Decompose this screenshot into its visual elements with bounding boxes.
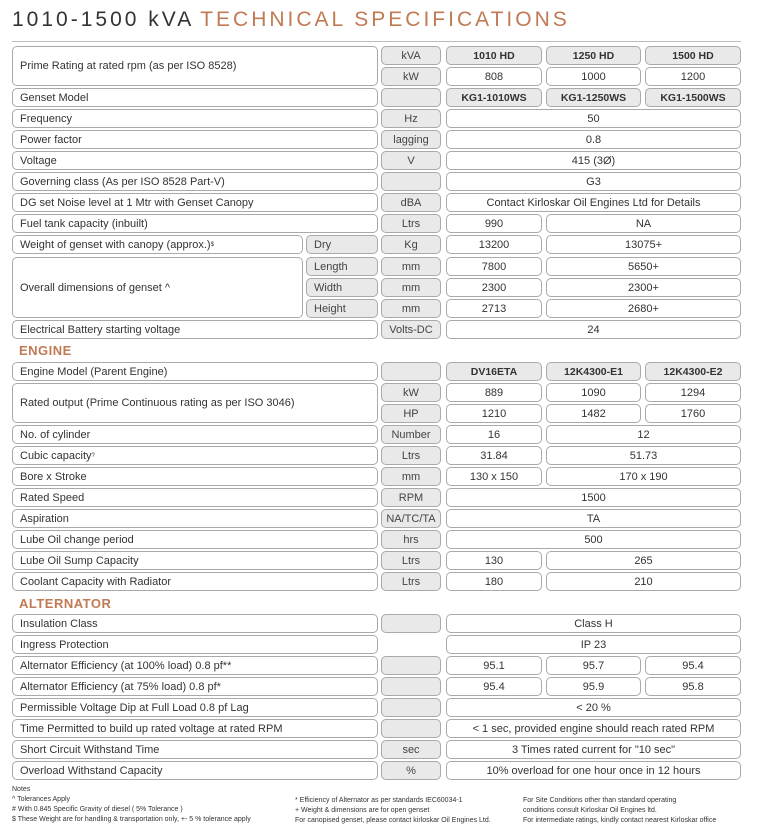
- overload-value: 10% overload for one hour once in 12 hours: [446, 761, 741, 780]
- insulation-label: Insulation Class: [12, 614, 378, 633]
- coolant-value-others: 210: [546, 572, 741, 591]
- coolant-unit: Ltrs: [381, 572, 441, 591]
- rated-hp-2: 1482: [546, 404, 641, 423]
- frequency-label: Frequency: [12, 109, 378, 128]
- dim-length-unit: mm: [381, 257, 441, 276]
- noise-label: DG set Noise level at 1 Mtr with Genset Canopy: [12, 193, 378, 212]
- dim-width-unit: mm: [381, 278, 441, 297]
- dim-height-unit: mm: [381, 299, 441, 318]
- engine-model-1: DV16ETA: [446, 362, 542, 381]
- lube-change-value: 500: [446, 530, 741, 549]
- frequency-value: 50: [446, 109, 741, 128]
- bore-unit: mm: [381, 467, 441, 486]
- frequency-unit: Hz: [381, 109, 441, 128]
- notes-left: [12, 785, 251, 825]
- cylinder-value-others: 12: [546, 425, 741, 444]
- dim-height-sub: Height: [306, 299, 378, 318]
- cubic-value-others: 51.73: [546, 446, 741, 465]
- speed-value: 1500: [446, 488, 741, 507]
- overload-unit: %: [381, 761, 441, 780]
- noise-unit: dBA: [381, 193, 441, 212]
- notes-heading: Notes: [12, 786, 31, 793]
- engine-model-3: 12K4300-E2: [645, 362, 741, 381]
- notes-right: [523, 796, 716, 826]
- dip-value: < 20 %: [446, 698, 741, 717]
- cylinder-label: No. of cylinder: [12, 425, 378, 444]
- alternator-heading: ALTERNATOR: [19, 596, 112, 611]
- aspiration-unit: NA/TC/TA: [381, 509, 441, 528]
- aspiration-value: TA: [446, 509, 741, 528]
- short-circuit-label: Short Circuit Withstand Time: [12, 740, 378, 759]
- eff75-3: 95.8: [645, 677, 741, 696]
- fuel-value-1010: 990: [446, 214, 542, 233]
- unit-kw: kW: [381, 67, 441, 86]
- kw-1500: 1200: [645, 67, 741, 86]
- rated-hp-unit: HP: [381, 404, 441, 423]
- fuel-unit: Ltrs: [381, 214, 441, 233]
- genset-model-2: KG1-1250WS: [546, 88, 641, 107]
- power-factor-value: 0.8: [446, 130, 741, 149]
- ingress-label: Ingress Protection: [12, 635, 378, 654]
- short-circuit-unit: sec: [381, 740, 441, 759]
- weight-value-1010: 13200: [446, 235, 542, 254]
- kw-1250: 1000: [546, 67, 641, 86]
- power-factor-unit: lagging: [381, 130, 441, 149]
- bore-label: Bore x Stroke: [12, 467, 378, 486]
- lube-change-label: Lube Oil change period: [12, 530, 378, 549]
- time-label: Time Permitted to build up rated voltage at rated RPM: [12, 719, 378, 738]
- insulation-unit: [381, 614, 441, 633]
- note-left-3: $ These Weight are for handling & transportation only, +- 5 % tolerance apply: [12, 816, 251, 823]
- eff100-label: Alternator Efficiency (at 100% load) 0.8 pf**: [12, 656, 378, 675]
- model-1250: 1250 HD: [546, 46, 641, 65]
- engine-heading: ENGINE: [19, 343, 72, 358]
- dim-length-1010: 7800: [446, 257, 542, 276]
- genset-model-3: KG1-1500WS: [645, 88, 741, 107]
- model-1500: 1500 HD: [645, 46, 741, 65]
- voltage-label: Voltage: [12, 151, 378, 170]
- dim-height-others: 2680+: [546, 299, 741, 318]
- eff75-2: 95.9: [546, 677, 641, 696]
- coolant-label: Coolant Capacity with Radiator: [12, 572, 378, 591]
- eff75-label: Alternator Efficiency (at 75% load) 0.8 pf*: [12, 677, 378, 696]
- cylinder-value-1: 16: [446, 425, 542, 444]
- unit-kva: kVA: [381, 46, 441, 65]
- genset-model-unit: [381, 88, 441, 107]
- eff100-unit: [381, 656, 441, 675]
- note-right-3: For intermediate ratings, kindly contact nearest Kirloskar office: [523, 817, 717, 824]
- sump-label: Lube Oil Sump Capacity: [12, 551, 378, 570]
- note-middle-3: For canopised genset, please contact kirloskar Oil Engines Ltd.: [295, 817, 491, 824]
- governing-label: Governing class (As per ISO 8528 Part-V): [12, 172, 378, 191]
- rated-hp-3: 1760: [645, 404, 741, 423]
- cubic-label: Cubic capacity ?: [12, 446, 378, 465]
- note-left-2: # With 0.845 Specific Gravity of diesel ( 5% Tolerance ): [12, 806, 183, 813]
- governing-value: G3: [446, 172, 741, 191]
- sump-unit: Ltrs: [381, 551, 441, 570]
- voltage-unit: V: [381, 151, 441, 170]
- rated-kw-2: 1090: [546, 383, 641, 402]
- weight-unit: Kg: [381, 235, 441, 254]
- bore-value-1: 130 x 150: [446, 467, 542, 486]
- rated-kw-unit: kW: [381, 383, 441, 402]
- dim-width-others: 2300+: [546, 278, 741, 297]
- sump-value-1: 130: [446, 551, 542, 570]
- weight-label: Weight of genset with canopy (approx.) $: [12, 235, 303, 254]
- dimensions-label: Overall dimensions of genset ^: [12, 257, 303, 318]
- kw-1010: 808: [446, 67, 542, 86]
- cubic-unit: Ltrs: [381, 446, 441, 465]
- dip-unit: [381, 698, 441, 717]
- note-middle-2: + Weight & dimensions are for open genset: [295, 807, 430, 814]
- rated-kw-1: 889: [446, 383, 542, 402]
- battery-label: Electrical Battery starting voltage: [12, 320, 378, 339]
- page-title: 1010-1500 kVA TECHNICAL SPECIFICATIONS: [12, 8, 570, 31]
- weight-sub: Dry: [306, 235, 378, 254]
- fuel-label: Fuel tank capacity (inbuilt): [12, 214, 378, 233]
- note-right-2: conditions consult Kirloskar Oil Engines ltd.: [523, 807, 657, 814]
- battery-unit: Volts-DC: [381, 320, 441, 339]
- eff100-3: 95.4: [645, 656, 741, 675]
- eff100-2: 95.7: [546, 656, 641, 675]
- battery-value: 24: [446, 320, 741, 339]
- cubic-value-1: 31.84: [446, 446, 542, 465]
- overload-label: Overload Withstand Capacity: [12, 761, 378, 780]
- dim-width-sub: Width: [306, 278, 378, 297]
- dim-height-1010: 2713: [446, 299, 542, 318]
- ingress-value: IP 23: [446, 635, 741, 654]
- genset-model-label: Genset Model: [12, 88, 378, 107]
- model-1010: 1010 HD: [446, 46, 542, 65]
- sump-value-others: 265: [546, 551, 741, 570]
- weight-value-others: 13075+: [546, 235, 741, 254]
- note-middle-1: * Efficiency of Alternator as per standards IEC60034-1: [295, 797, 463, 804]
- eff75-unit: [381, 677, 441, 696]
- power-factor-label: Power factor: [12, 130, 378, 149]
- dim-length-sub: Length: [306, 257, 378, 276]
- rated-kw-3: 1294: [645, 383, 741, 402]
- time-value: < 1 sec, provided engine should reach rated RPM: [446, 719, 741, 738]
- engine-model-unit: [381, 362, 441, 381]
- bore-value-others: 170 x 190: [546, 467, 741, 486]
- prime-rating-label: Prime Rating at rated rpm (as per ISO 8528): [12, 46, 378, 86]
- insulation-value: Class H: [446, 614, 741, 633]
- lube-change-unit: hrs: [381, 530, 441, 549]
- cylinder-unit: Number: [381, 425, 441, 444]
- dim-length-others: 5650+: [546, 257, 741, 276]
- rated-output-label: Rated output (Prime Continuous rating as per ISO 3046): [12, 383, 378, 423]
- engine-model-label: Engine Model (Parent Engine): [12, 362, 378, 381]
- governing-unit: [381, 172, 441, 191]
- dim-width-1010: 2300: [446, 278, 542, 297]
- engine-model-2: 12K4300-E1: [546, 362, 641, 381]
- short-circuit-value: 3 Times rated current for "10 sec": [446, 740, 741, 759]
- voltage-value: 415 (3Ø): [446, 151, 741, 170]
- title-rule: [12, 41, 741, 42]
- genset-model-1: KG1-1010WS: [446, 88, 542, 107]
- note-left-1: ^ Tolerances Apply: [12, 796, 71, 803]
- time-unit: [381, 719, 441, 738]
- aspiration-label: Aspiration: [12, 509, 378, 528]
- eff75-1: 95.4: [446, 677, 542, 696]
- dip-label: Permissible Voltage Dip at Full Load 0.8 pf Lag: [12, 698, 378, 717]
- rated-hp-1: 1210: [446, 404, 542, 423]
- coolant-value-1: 180: [446, 572, 542, 591]
- notes-middle: [295, 796, 491, 826]
- fuel-value-others: NA: [546, 214, 741, 233]
- speed-unit: RPM: [381, 488, 441, 507]
- eff100-1: 95.1: [446, 656, 542, 675]
- speed-label: Rated Speed: [12, 488, 378, 507]
- noise-value: Contact Kirloskar Oil Engines Ltd for Details: [446, 193, 741, 212]
- note-right-1: For Site Conditions other than standard operating: [523, 797, 677, 804]
